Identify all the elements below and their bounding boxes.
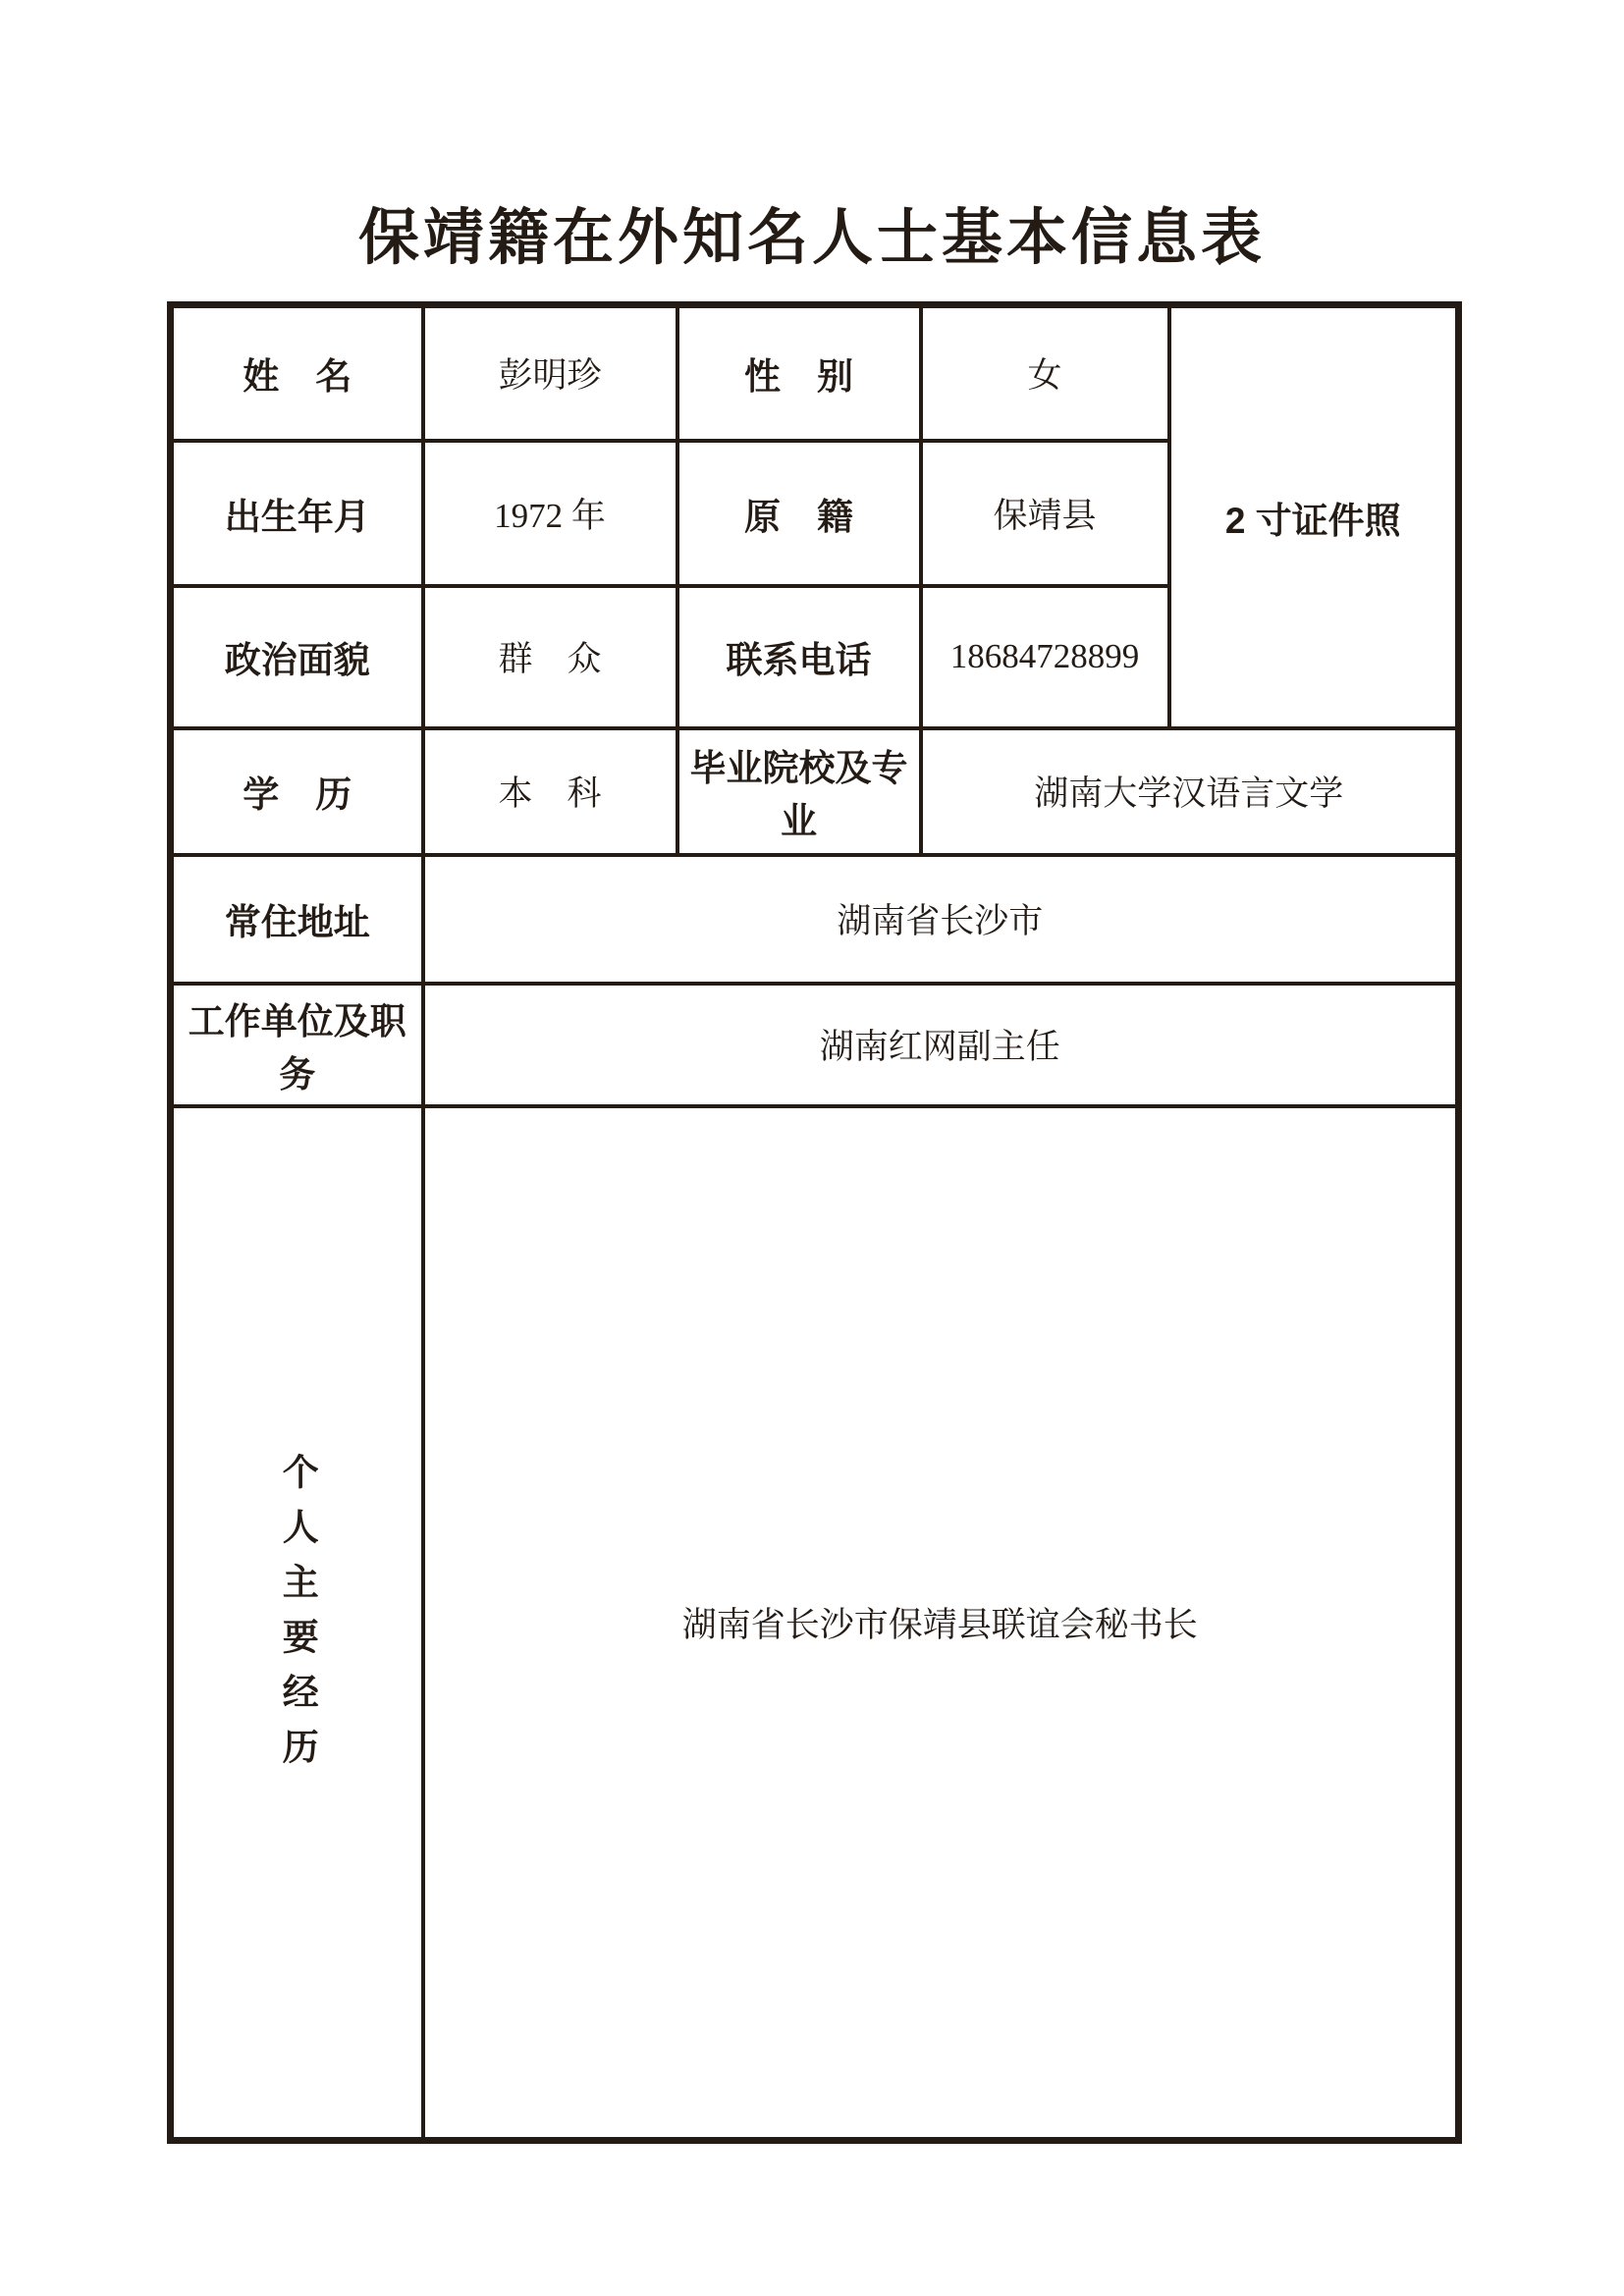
table-row bbox=[171, 984, 1459, 1106]
address-label: 常住地址 bbox=[171, 855, 423, 984]
info-table bbox=[167, 301, 1462, 2144]
experience-label: 个人主要经历 bbox=[277, 1453, 318, 1784]
gender-value: 女 bbox=[921, 305, 1169, 441]
name-value: 彭明珍 bbox=[423, 305, 677, 441]
origin-value: 保靖县 bbox=[921, 441, 1169, 586]
birth-value: 1972 年 bbox=[423, 441, 677, 586]
education-label: 学 历 bbox=[171, 728, 423, 855]
school-major-value: 湖南大学汉语言文学 bbox=[921, 728, 1459, 855]
table-row bbox=[171, 728, 1459, 855]
phone-label: 联系电话 bbox=[677, 586, 921, 728]
work-unit-value: 湖南红网副主任 bbox=[423, 984, 1459, 1106]
school-major-label: 毕业院校及专业 bbox=[677, 728, 921, 855]
birth-label: 出生年月 bbox=[171, 441, 423, 586]
experience-value: 湖南省长沙市保靖县联谊会秘书长 bbox=[423, 1106, 1459, 2141]
name-label: 姓 名 bbox=[171, 305, 423, 441]
gender-label: 性 别 bbox=[677, 305, 921, 441]
photo-placeholder-cell: 2 寸证件照 bbox=[1169, 305, 1459, 728]
page-title: 保靖籍在外知名人士基本信息表 bbox=[357, 205, 1266, 272]
address-value: 湖南省长沙市 bbox=[423, 855, 1459, 984]
political-status-label: 政治面貌 bbox=[171, 586, 423, 728]
experience-label-cell bbox=[171, 1106, 423, 2141]
work-unit-label: 工作单位及职务 bbox=[171, 984, 423, 1106]
table-row bbox=[171, 305, 1459, 441]
education-value: 本 科 bbox=[423, 728, 677, 855]
origin-label: 原 籍 bbox=[677, 441, 921, 586]
political-status-value: 群 众 bbox=[423, 586, 677, 728]
table-row bbox=[171, 1106, 1459, 2141]
phone-value: 18684728899 bbox=[921, 586, 1169, 728]
table-row bbox=[171, 855, 1459, 984]
